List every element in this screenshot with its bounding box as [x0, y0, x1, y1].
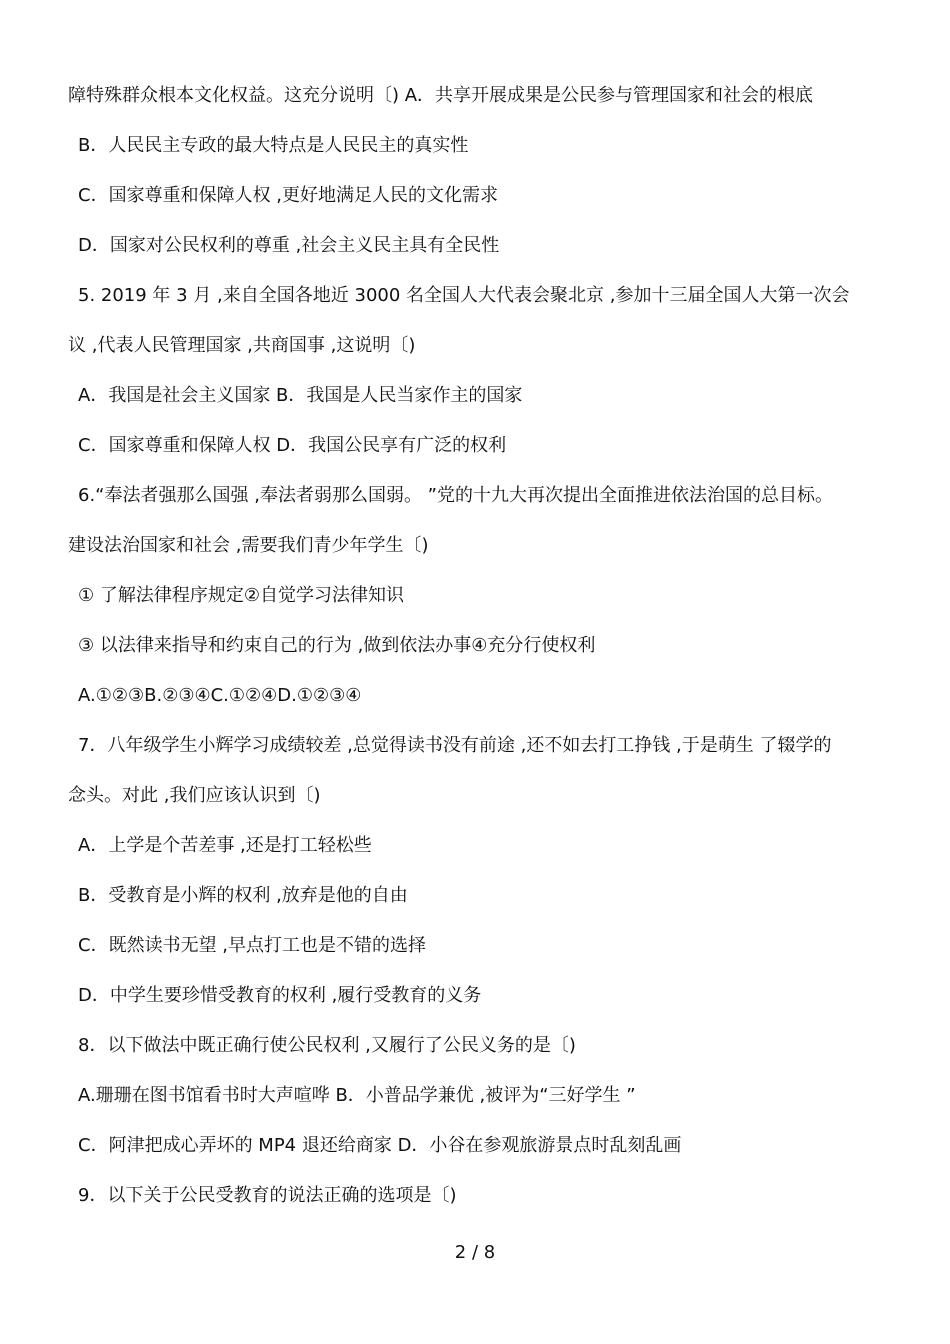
text-line-3: C．国家尊重和保障人权 ,更好地满足人民的文化需求 [78, 185, 499, 206]
text-line-13: A.①②③B.②③④C.①②④D.①②③④ [78, 685, 362, 706]
text-line-9: 6.“奉法者强那么国强 ,奉法者弱那么国弱。 ”党的十九大再次提出全面推进依法治国的总目标。 [78, 485, 833, 506]
text-line-2: B．人民民主专政的最大特点是人民民主的真实性 [78, 135, 469, 156]
text-line-14: 7．八年级学生小辉学习成绩较差 ,总觉得读书没有前途 ,还不如去打工挣钱 ,于是萌生 了辍学的 [78, 735, 832, 756]
text-line-23: 9．以下关于公民受教育的说法正确的选项是〔) [78, 1185, 457, 1206]
text-line-11: ① 了解法律程序规定②自觉学习法律知识 [78, 585, 404, 606]
text-line-6: 议 ,代表人民管理国家 ,共商国事 ,这说明〔) [68, 335, 416, 356]
text-line-21: A.珊珊在图书馆看书时大声喧哗 B．小普品学兼优 ,被评为“三好学生 ” [78, 1085, 636, 1106]
text-line-12: ③ 以法律来指导和约束自己的行为 ,做到依法办事④充分行使权利 [78, 635, 596, 656]
text-line-5: 5. 2019 年 3 月 ,来自全国各地近 3000 名全国人大代表会聚北京 ,参加十三届全国人大第一次会 [78, 285, 850, 306]
text-line-4: D．国家对公民权利的尊重 ,社会主义民主具有全民性 [78, 235, 500, 256]
text-line-16: A．上学是个苦差事 ,还是打工轻松些 [78, 835, 372, 856]
text-line-17: B．受教育是小辉的权利 ,放弃是他的自由 [78, 885, 408, 906]
text-line-19: D．中学生要珍惜受教育的权利 ,履行受教育的义务 [78, 985, 482, 1006]
text-line-8: C．国家尊重和保障人权 D．我国公民享有广泛的权利 [78, 435, 507, 456]
text-line-7: A．我国是社会主义国家 B．我国是人民当家作主的国家 [78, 385, 523, 406]
text-line-20: 8．以下做法中既正确行使公民权利 ,又履行了公民义务的是〔) [78, 1035, 576, 1056]
text-line-22: C．阿津把成心弄坏的 MP4 退还给商家 D．小谷在参观旅游景点时乱刻乱画 [78, 1135, 682, 1156]
text-line-1: 障特殊群众根本文化权益。这充分说明〔) A．共享开展成果是公民参与管理国家和社会的根底 [68, 85, 814, 106]
text-line-15: 念头。对此 ,我们应该认识到〔) [68, 785, 321, 806]
page-number: 2 / 8 [454, 1242, 496, 1263]
text-line-18: C．既然读书无望 ,早点打工也是不错的选择 [78, 935, 427, 956]
text-line-10: 建设法治国家和社会 ,需要我们青少年学生〔) [68, 535, 429, 556]
